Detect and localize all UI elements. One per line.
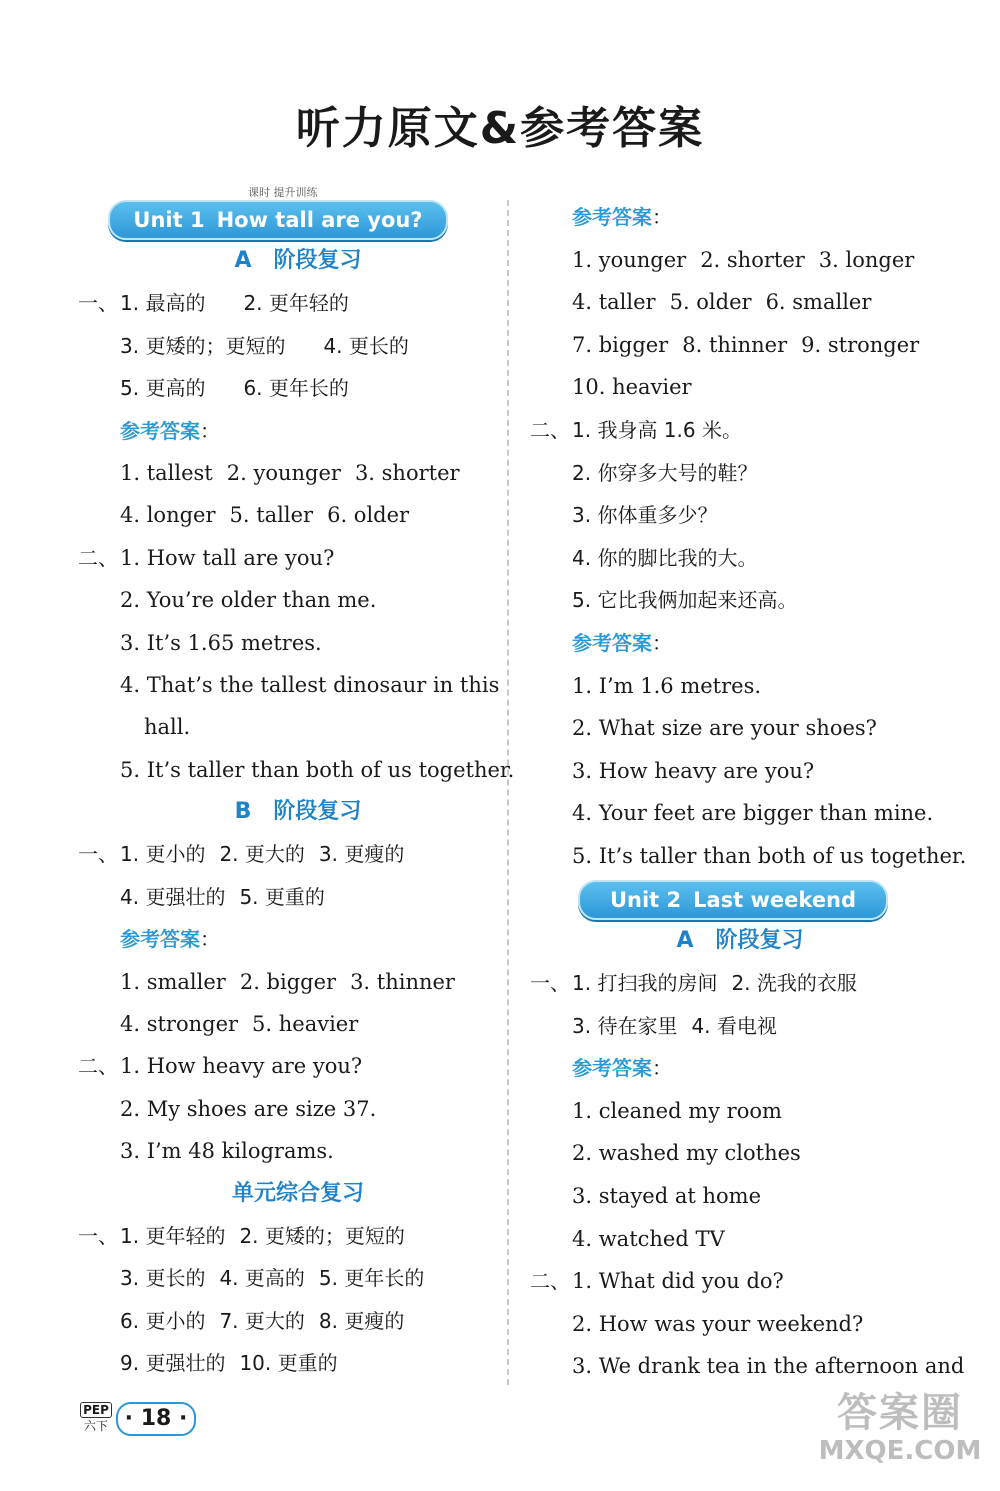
section-b-heading: B 阶段复习 [234,799,362,825]
reference-answer-label: 参考答案： [572,1056,672,1081]
section-a-heading: A 阶段复习 [676,927,804,953]
list-item: 5. 更高的 6. 更年长的 [120,376,349,401]
list-item: 3. 待在家里 4. 看电视 [572,1013,777,1038]
list-item: 4. That’s the tallest dinosaur in this [120,672,500,697]
list-item: 二、 1. How heavy are you? [78,1054,363,1079]
list-item: 3. How heavy are you? [572,758,815,783]
list-item: 5. It’s taller than both of us together. [120,757,515,782]
list-item: 4. watched TV [572,1226,725,1251]
list-item: 4. Your feet are bigger than mine. [572,801,934,826]
list-item: 2. How was your weekend? [572,1311,864,1336]
list-item: 2. My shoes are size 37. [120,1096,377,1121]
list-item: 二、 1. 我身高 1.6 米。 [530,417,742,442]
right-column [530,196,967,1388]
list-item: 3. I’m 48 kilograms. [120,1139,334,1164]
list-item: 1. I’m 1.6 metres. [572,673,762,698]
watermark-logo [810,1390,990,1466]
section-a-heading: A 阶段复习 [234,248,362,273]
reference-answer-label: 参考答案： [120,418,220,443]
list-item: 3. 更矮的；更短的 4. 更长的 [120,333,409,358]
list-item: 1. cleaned my room [572,1098,782,1123]
unit1-title: Unit 1 How tall are you? [108,200,448,240]
list-item: 2. washed my clothes [572,1141,801,1166]
list-item: 3. 你体重多少？ [572,503,718,528]
list-item: 2. You’re older than me. [120,588,377,613]
list-item: 4. 你的脚比我的大。 [572,545,758,570]
list-item: 1. younger 2. shorter 3. longer [572,247,915,272]
list-item: 一、 1. 最高的 2. 更年轻的 [78,291,349,316]
reference-answer-label: 参考答案： [120,927,220,952]
list-item: 4. longer 5. taller 6. older [120,503,410,528]
stamp-text: 课时 提升训练 [248,186,318,199]
page-number: · 18 · [116,1402,196,1436]
list-item: 6. 更小的 7. 更大的 8. 更瘦的 [120,1308,405,1333]
unit2-banner [530,878,950,920]
list-item: 4. taller 5. older 6. smaller [572,290,872,315]
series-badge [80,1402,112,1434]
watermark-bottom: MXQE.COM [818,1436,982,1466]
list-item: 2. 你穿多大号的鞋？ [572,460,758,485]
series-label: PEP [80,1402,112,1418]
list-item: 3. stayed at home [572,1184,761,1209]
unit2-title: Unit 2 Last weekend [578,880,888,920]
reference-answer-label: 参考答案： [572,205,672,229]
left-column [78,186,515,1385]
list-item: 4. stronger 5. heavier [120,1012,359,1037]
page-title: 听力原文&参考答案 [295,103,705,154]
list-item: 3. We drank tea in the afternoon and [572,1354,965,1379]
list-item: 一、 1. 更年轻的 2. 更矮的；更短的 [78,1223,405,1248]
list-item: 一、 1. 打扫我的房间 2. 洗我的衣服 [530,971,857,996]
reference-answer-label: 参考答案： [572,630,672,655]
list-item: 二、 1. How tall are you? [78,545,335,570]
list-item: 5. 它比我俩加起来还高。 [572,588,798,613]
unit1-banner [78,186,498,240]
list-item: hall. [144,715,191,740]
list-item: 1. smaller 2. bigger 3. thinner [120,969,455,994]
list-item: 1. tallest 2. younger 3. shorter [120,460,460,485]
list-item: 二、 1. What did you do? [530,1269,784,1294]
column-divider [507,200,509,1385]
list-item: 4. 更强壮的 5. 更重的 [120,884,325,909]
list-item: 2. What size are your shoes? [572,716,877,741]
list-item: 9. 更强壮的 10. 更重的 [120,1351,338,1376]
list-item: 10. heavier [572,375,692,400]
list-item: 5. It’s taller than both of us together. [572,843,967,868]
list-item: 7. bigger 8. thinner 9. stronger [572,332,920,357]
list-item: 3. It’s 1.65 metres. [120,630,322,655]
section-unit-review-heading: 单元综合复习 [231,1180,364,1206]
list-item: 一、 1. 更小的 2. 更大的 3. 更瘦的 [78,842,405,867]
watermark-top: 答案圈 [837,1390,963,1436]
grade-label: 六下 [83,1419,108,1433]
list-item: 3. 更长的 4. 更高的 5. 更年长的 [120,1266,425,1291]
